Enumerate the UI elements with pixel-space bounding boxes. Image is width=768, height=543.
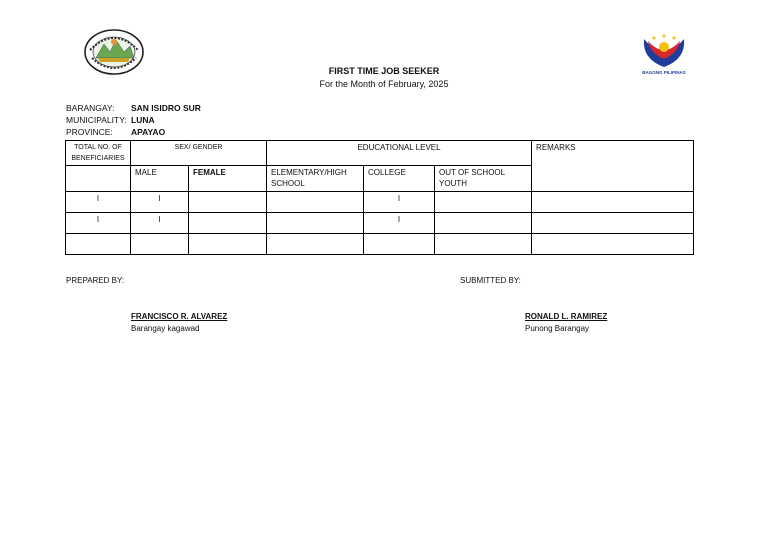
submitted-by-position: Punong Barangay <box>525 324 590 333</box>
barangay-label: BARANGAY: <box>66 103 115 113</box>
male-cell: I <box>131 213 189 234</box>
female-cell <box>189 234 267 255</box>
elem-high-cell <box>267 192 364 213</box>
male-cell <box>131 234 189 255</box>
elem-high-cell <box>267 234 364 255</box>
logo-text: BAGONG PILIPINAS <box>642 70 686 75</box>
total-header: TOTAL NO. OF BENEFICIARIES <box>66 141 131 166</box>
male-cell: I <box>131 192 189 213</box>
out-of-school-header: OUT OF SCHOOL YOUTH <box>435 166 532 192</box>
college-header: COLLEGE <box>364 166 435 192</box>
table-row <box>66 192 694 213</box>
remarks-header: REMARKS <box>532 141 694 192</box>
out-of-school-cell <box>435 234 532 255</box>
barangay-value: SAN ISIDRO SUR <box>131 103 201 113</box>
total-cell: I <box>66 192 131 213</box>
prepared-by-label: PREPARED BY: <box>66 276 125 285</box>
total-cell <box>66 234 131 255</box>
female-cell <box>189 192 267 213</box>
municipality-label: MUNICIPALITY: <box>66 115 127 125</box>
submitted-by-label: SUBMITTED BY: <box>460 276 521 285</box>
male-header: MALE <box>131 166 189 192</box>
total-cell: I <box>66 213 131 234</box>
female-header: FEMALE <box>189 166 267 192</box>
beneficiaries-table <box>65 140 694 255</box>
document-subtitle: For the Month of February, 2025 <box>319 79 449 89</box>
elem-high-header: ELEMENTARY/HIGH SCHOOL <box>267 166 364 192</box>
college-cell: I <box>364 192 435 213</box>
college-cell: I <box>364 213 435 234</box>
province-value: APAYAO <box>131 127 166 137</box>
total-subheader-cell <box>66 166 131 192</box>
sex-header: SEX/ GENDER <box>131 141 267 166</box>
college-cell <box>364 234 435 255</box>
table-row <box>66 234 694 255</box>
province-label: PROVINCE: <box>66 127 113 137</box>
female-cell <box>189 213 267 234</box>
out-of-school-cell <box>435 192 532 213</box>
remarks-cell <box>532 213 694 234</box>
document-title: FIRST TIME JOB SEEKER <box>328 66 440 76</box>
remarks-cell <box>532 192 694 213</box>
remarks-cell <box>532 234 694 255</box>
table-row <box>66 213 694 234</box>
municipality-value: LUNA <box>131 115 155 125</box>
elem-high-cell <box>267 213 364 234</box>
submitted-by-name: RONALD L. RAMIREZ <box>525 312 608 321</box>
out-of-school-cell <box>435 213 532 234</box>
education-header: EDUCATIONAL LEVEL <box>267 141 532 166</box>
prepared-by-position: Barangay kagawad <box>131 324 200 333</box>
prepared-by-name: FRANCISCO R. ALVAREZ <box>131 312 228 321</box>
